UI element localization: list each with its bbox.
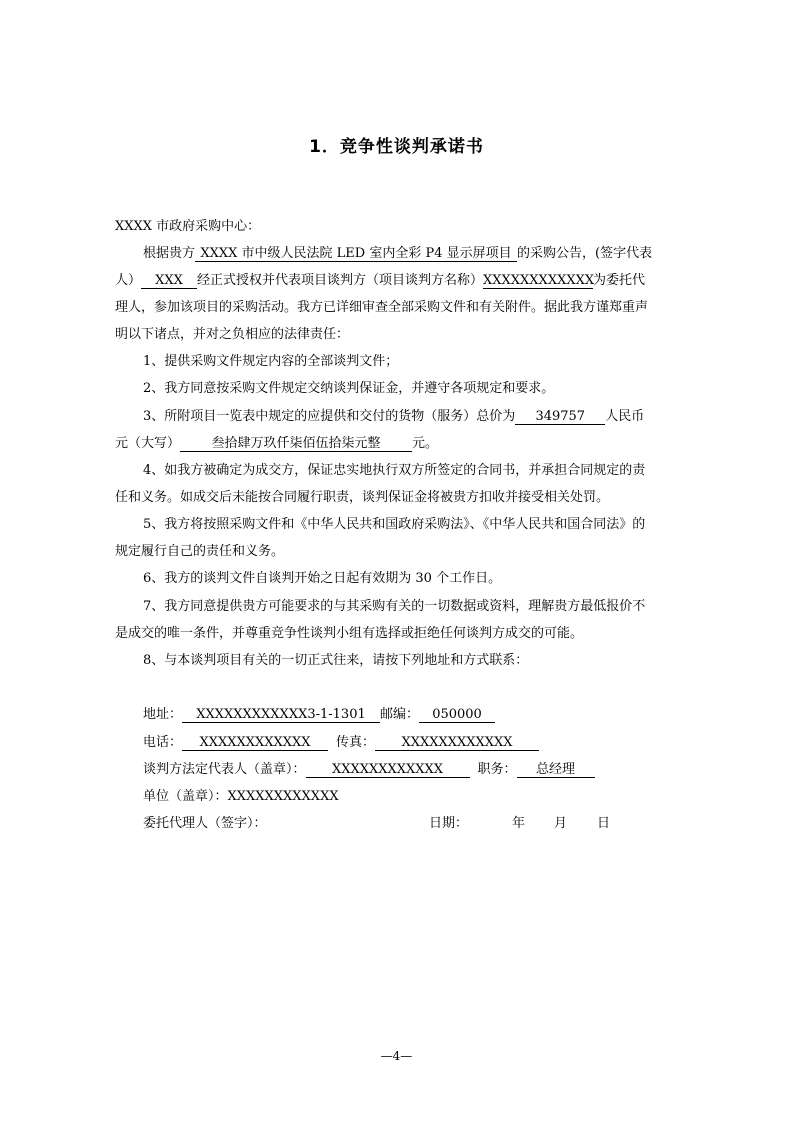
unit-value: XXXXXXXXXXXX [227,789,339,804]
phone-label: 电话： [143,735,183,750]
address-label: 地址： [143,707,183,722]
unit-label: 单位（盖章）： [143,789,228,804]
fax-label: 传真： [336,735,376,750]
item-text: 人民币 [605,409,645,424]
item-text: 元。 [412,436,439,451]
item-1: 1、提供采购文件规定内容的全部谈判文件； [143,354,399,369]
page-number: —4— [380,1049,413,1063]
address-field: XXXXXXXXXXXX3-1-1301 [182,707,380,723]
zip-field: 050000 [419,707,495,723]
item-7-line-2: 是成交的唯一条件，并尊重竞争性谈判小组有选择或拒绝任何谈判方成交的可能。 [115,626,584,641]
intro-text: 的采购公告，(签字代表 [517,246,653,261]
zip-label: 邮编： [380,707,420,722]
intro-line-2 [115,272,645,290]
page-title: 1．竞争性谈判承诺书 [309,137,484,157]
total-price-field: 349757 [515,409,605,425]
recipient-line: XXXX 市政府采购中心： [115,219,261,234]
intro-text: 人） [115,273,142,288]
item-4-line-2: 任和义务。如成交后未能按合同履行职责，谈判保证金将被贵方扣收并接受相关处罚。 [115,490,610,505]
item-7-line-1: 7、我方同意提供贵方可能要求的与其采购有关的一切数据或资料，理解贵方最低报价不 [143,599,646,614]
position-field: 总经理 [517,762,595,778]
item-2: 2、我方同意按采购文件规定交纳谈判保证金，并遵守各项规定和要求。 [143,381,555,396]
item-text: 3、所附项目一览表中规定的应提供和交付的货物（服务）总价为 [143,409,516,424]
item-6: 6、我方的谈判文件自谈判开始之日起有效期为 30 个工作日。 [143,571,502,586]
agent-line [143,815,267,833]
rep-label: 谈判方法定代表人（盖章）： [143,762,306,777]
phone-line [143,734,539,752]
intro-text: 经正式授权并代表项目谈判方（项目谈判方名称） [197,273,484,288]
fax-field: XXXXXXXXXXXX [375,735,539,751]
date-day: 日 [597,816,611,831]
company-field: XXXXXXXXXXXX [483,273,595,288]
unit-line [143,788,339,806]
item-5-line-1: 5、我方将按照采购文件和《中华人民共和国政府采购法》、《中华人民共和国合同法》的 [143,517,646,532]
intro-line-4: 明以下诸点，并对之负相应的法律责任： [115,327,350,342]
phone-field: XXXXXXXXXXXX [182,735,328,751]
item-text: 元（大写） [115,436,181,451]
project-name-field: XXXX 市中级人民法院 LED 室内全彩 P4 显示屏项目 [195,246,517,262]
date-year: 年 [512,816,526,831]
date-label: 日期： [429,816,469,831]
signer-field: XXX [141,273,197,289]
item-4-line-1: 4、如我方被确定为成交方，保证忠实地执行双方所签定的合同书，并承担合同规定的责 [143,463,646,478]
intro-line-3: 理人，参加该项目的采购活动。我方已详细审查全部采购文件和有关附件。据此我方谨郑重声 [115,300,649,315]
intro-text: 为委托代 [593,273,646,288]
total-price-words-field: 叁拾肆万玖仟柒佰伍拾柒元整 [180,436,412,452]
representative-line [143,761,595,779]
item-3-line-1 [143,408,644,426]
intro-text: 根据贵方 [143,246,196,261]
item-5-line-2: 规定履行自己的责任和义务。 [115,544,285,559]
agent-label: 委托代理人（签字）： [143,816,267,831]
address-line [143,706,495,724]
item-8: 8、与本谈判项目有关的一切正式往来，请按下列地址和方式联系： [143,653,529,668]
date-month: 月 [554,816,568,831]
position-label: 职务： [477,762,517,777]
item-3-line-2 [115,435,438,453]
intro-line-1 [143,245,652,263]
rep-field: XXXXXXXXXXXX [306,762,470,778]
